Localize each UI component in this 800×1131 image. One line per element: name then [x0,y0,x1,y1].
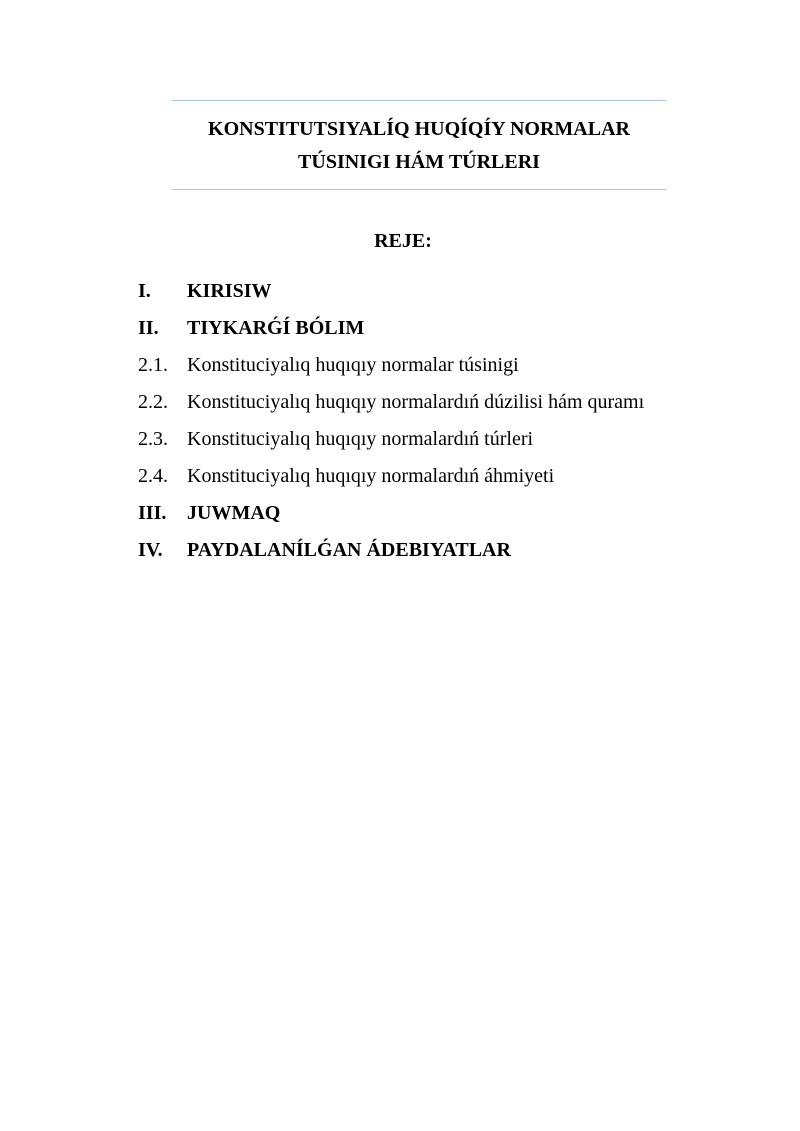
toc-item-number: I. [138,280,151,302]
toc-item-text: JUWMAQ [187,502,281,524]
toc-item-number: III. [138,502,167,524]
toc-item-text: Konstituciyalıq huqıqıy normalardıń dúzilisi hám quramı [187,391,645,413]
toc-item-number: 2.2. [138,391,168,413]
toc-item-2-2 [138,384,644,421]
toc-item-number: 2.4. [138,465,168,487]
toc-item-text: Konstituciyalıq huqıqıy normalardıń túrleri [187,428,534,450]
toc-item-text: PAYDALANÍLǴAN ÁDEBIYATLAR [187,539,511,561]
toc-item-number: 2.1. [138,354,168,376]
toc-item-text: Konstituciyalıq huqıqıy normalardıń áhmiyeti [187,465,555,487]
toc-item-number: II. [138,317,159,339]
plan-heading: REJE: [374,230,432,252]
toc-item-text: TIYKARǴÍ BÓLIM [187,317,365,339]
title-line-2: TÚSINIGI HÁM TÚRLERI [298,151,540,173]
toc-item-number: 2.3. [138,428,168,450]
toc-item-main-part [138,310,644,347]
toc-item-references [138,532,644,569]
document-title [172,100,666,190]
toc-item-2-4 [138,458,644,495]
title-line-1: KONSTITUTSIYALÍQ HUQÍQÍY NORMALAR [208,118,630,140]
toc-item-2-3 [138,421,644,458]
toc-item-number: IV. [138,539,163,561]
toc-item-2-1 [138,347,644,384]
toc-item-introduction [138,273,644,310]
toc-item-conclusion [138,495,644,532]
toc-item-text: Konstituciyalıq huqıqıy normalar túsinigi [187,354,519,376]
toc-item-text: KIRISIW [187,280,272,302]
table-of-contents [138,273,644,569]
